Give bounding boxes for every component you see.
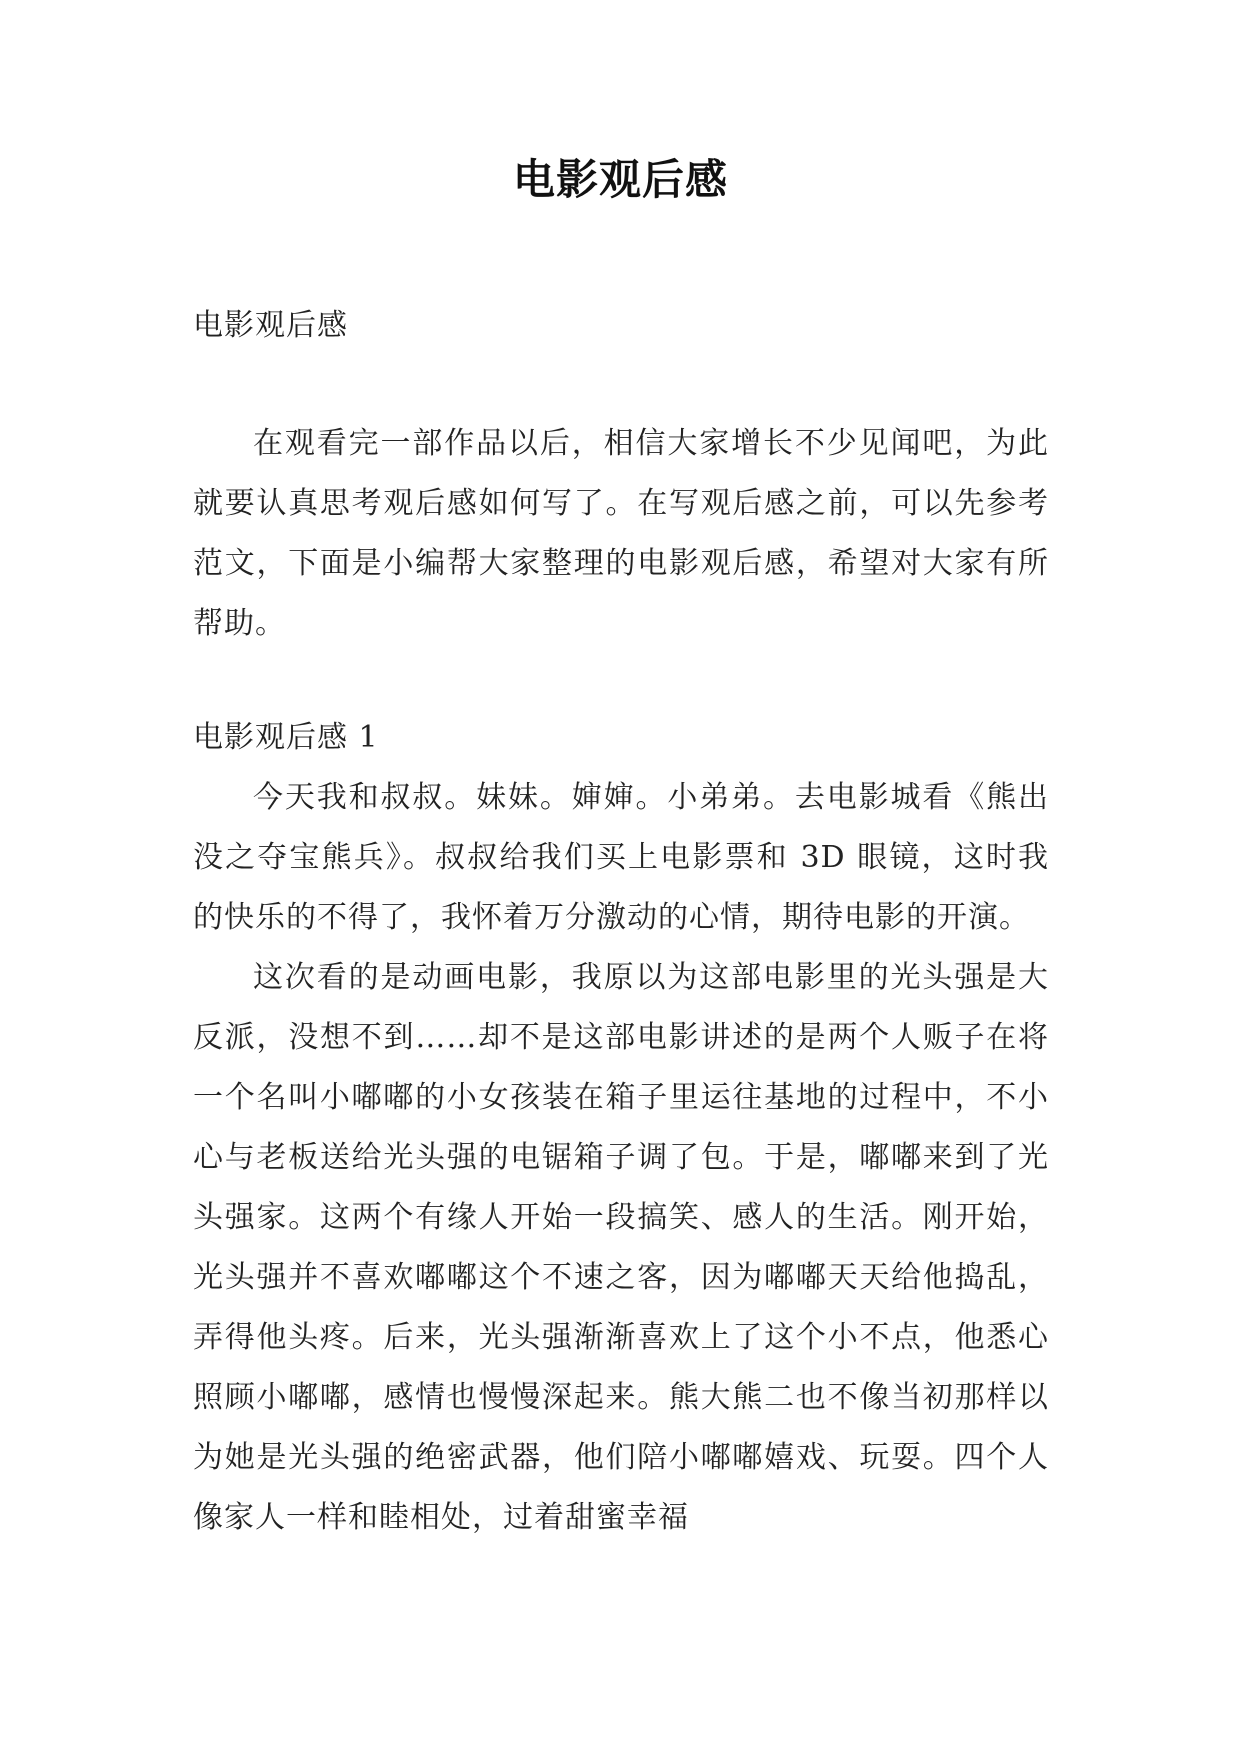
body-paragraph: 这次看的是动画电影，我原以为这部电影里的光头强是大反派，没想不到……却不是这部电影讲述的是两个人贩子在将一个名叫小嘟嘟的小女孩装在箱子里运往基地的过程中，不小心与老板送给光头强的电锯箱子调了包。于是，嘟嘟来到了光头强家。这两个有缘人开始一段搞笑、感人的生活。刚开始，光头强并不喜欢嘟嘟这个不速之客，因为嘟嘟天天给他捣乱，弄得他头疼。后来，光头强渐渐喜欢上了这个小不点，他悉心照顾小嘟嘟，感情也慢慢深起来。熊大熊二也不像当初那样以为她是光头强的绝密武器，他们陪小嘟嘟嬉戏、玩耍。四个人像家人一样和睦相处，过着甜蜜幸福: [193, 960, 1049, 1535]
section-heading: 电影观后感 1: [193, 720, 379, 755]
document-subtitle: 电影观后感: [193, 308, 348, 343]
body-paragraph: 今天我和叔叔。妹妹。婶婶。小弟弟。去电影城看《熊出没之夺宝熊兵》。叔叔给我们买上电影票和 3D 眼镜，这时我的快乐的不得了，我怀着万分激动的心情，期待电影的开演。: [193, 780, 1049, 935]
intro-paragraph: 在观看完一部作品以后，相信大家增长不少见闻吧，为此就要认真思考观后感如何写了。在写观后感之前，可以先参考范文，下面是小编帮大家整理的电影观后感，希望对大家有所帮助。: [193, 426, 1049, 641]
document-body: [193, 296, 1049, 1548]
document-title: 电影观后感: [512, 155, 728, 204]
